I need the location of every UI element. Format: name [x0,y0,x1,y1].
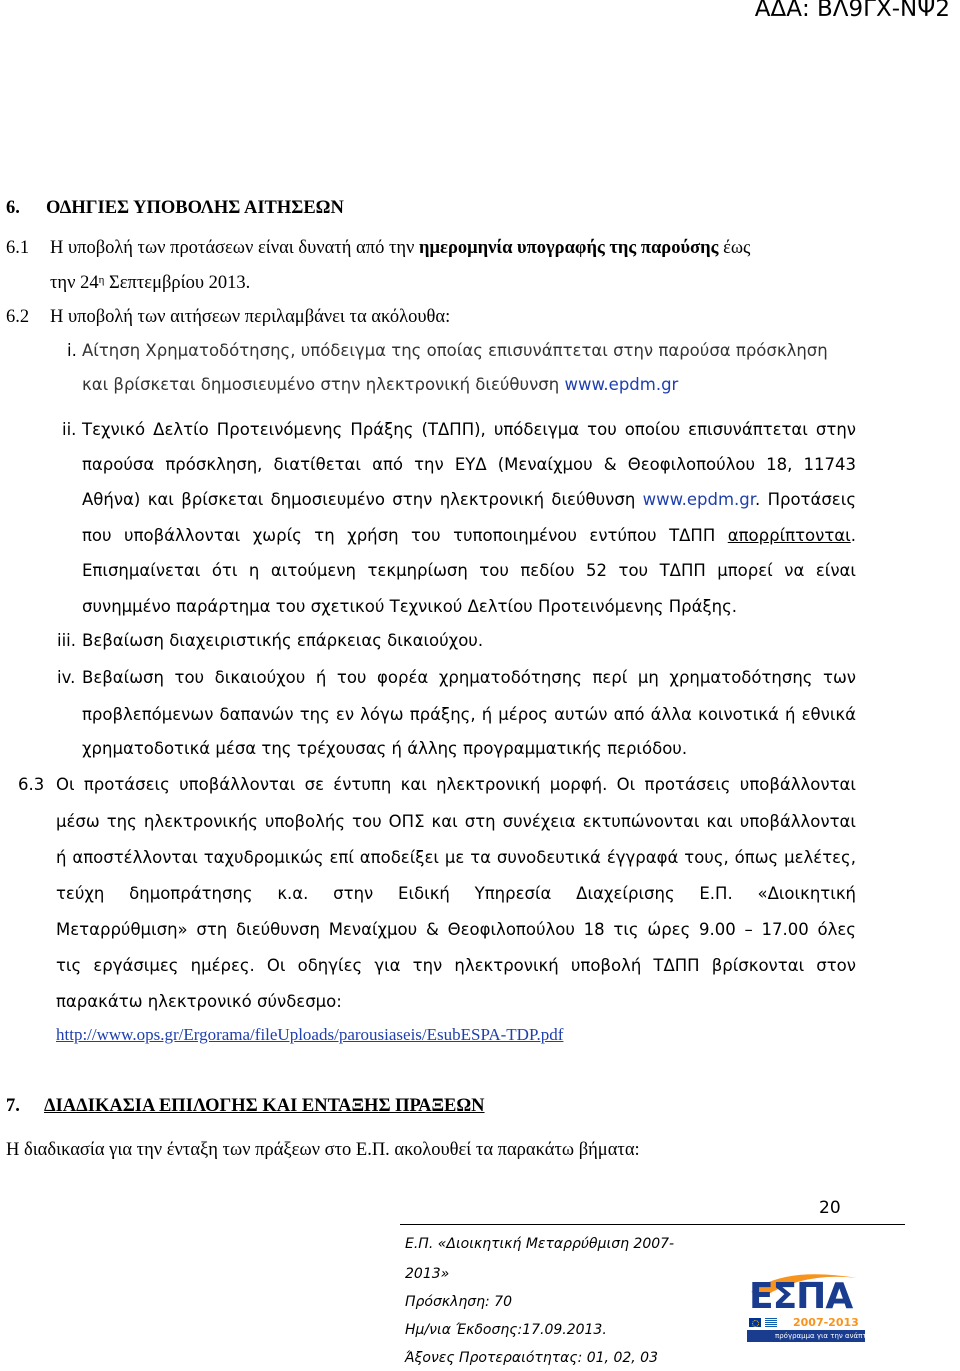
footer-rule [400,1224,905,1225]
espa-logo-text: ΕΣΠΑ [749,1276,853,1317]
ada-code: ΑΔΑ: ΒΛ9ΓΧ-ΝΨ2 [754,0,950,22]
para-6-3-line3: ή αποστέλλονται ταχυδρομικώς επί αποδείξει με τα συνοδευτικά έγγραφά τους, όπως μελέτες, [56,848,856,867]
item-iv-line3: χρηματοδοτικά μέσα της τρέχουσας ή άλλης προγραμματικής περιόδου. [82,739,688,758]
item-ii-line6: συνημμένο παράρτημα του σχετικού Τεχνικού Δελτίου Προτεινόμενης Πράξης. [82,597,738,616]
footer-programme-line1: Ε.Π. «Διοικητική Μεταρρύθμιση 2007- [405,1236,675,1252]
para-6-2-number: 6.2 [6,307,30,327]
para-6-3-line1: Οι προτάσεις υποβάλλονται σε έντυπη και ηλεκτρονική μορφή. Οι προτάσεις υποβάλλονται [56,775,856,794]
para-6-1-line2: την $24^\eta$ Σεπτεμβρίου 2013. [50,273,251,293]
item-iii-number: iii. [57,631,76,650]
para-6-3-line4: τεύχη δημοπράτησης κ.α. στην Ειδική Υπηρεσία Διαχείρισης Ε.Π. «Διοικητική [56,884,856,903]
epdm-link-1[interactable]: www.epdm.gr [564,375,679,394]
section-6-number: 6. [6,198,20,218]
item-ii-number: ii. [62,420,77,439]
item-ii-line4: που υποβάλλονται χωρίς τη χρήση του τυποποιημένου εντύπου ΤΔΠΠ απορρίπτονται. [82,526,856,545]
footer-issue-date: Ημ/νια Έκδοσης:17.09.2013. [405,1322,607,1338]
espa-logo [745,1262,879,1344]
footer-priority-axes: Άξονες Προτεραιότητας: 01, 02, 03 [405,1350,658,1366]
footer-programme-line2: 2013» [405,1266,450,1282]
item-iv-number: iv. [57,668,76,687]
section-6-title: ΟΔΗΓΙΕΣ ΥΠΟΒΟΛΗΣ ΑΙΤΗΣΕΩΝ [46,198,344,218]
epdm-link-2[interactable]: www.epdm.gr [642,490,755,509]
item-ii-line2: παρούσα πρόσκληση, διατίθεται από την ΕΥΔ (Μεναίχμου & Θεοφιλοπούλου 18, 11743 [82,455,856,474]
para-6-3-line5: Μεταρρύθμιση» στη διεύθυνση Μεναίχμου & Θεοφιλοπούλου 18 τις ώρες 9.00 – 17.00 όλες [56,920,856,939]
para-6-1-line1: Η υποβολή των προτάσεων είναι δυνατή από την ημερομηνία υπογραφής της παρούσης έως [50,238,751,258]
item-i-line2: και βρίσκεται δημοσιευμένο στην ηλεκτρονική διεύθυνση www.epdm.gr [82,375,679,394]
eu-flag-icon [749,1318,761,1327]
espa-logo-tagline: πρόγραμμα για την ανάπτυξη [775,1332,879,1340]
item-ii-line1: Τεχνικό Δελτίο Προτεινόμενης Πράξης (ΤΔΠΠ), υπόδειγμα του οποίου επισυνάπτεται στην [82,420,856,439]
section-7-number: 7. [6,1096,20,1116]
para-6-1-number: 6.1 [6,238,30,258]
item-iii-text: Βεβαίωση διαχειριστικής επάρκειας δικαιούχου. [82,631,484,650]
para-6-3-line7: παρακάτω ηλεκτρονικό σύνδεσμο: [56,992,342,1011]
espa-logo-years: 2007-2013 [793,1316,859,1329]
para-6-3-line2: μέσω της ηλεκτρονικής υποβολής του ΟΠΣ και στη συνέχεια εκτυπώνονται και υποβάλλονται [56,812,856,831]
item-i-line1: Αίτηση Χρηματοδότησης, υπόδειγμα της οποίας επισυνάπτεται στην παρούσα πρόσκληση [82,341,828,360]
item-ii-line5: Επισημαίνεται ότι η αιτούμενη τεκμηρίωση του πεδίου 52 του ΤΔΠΠ μπορεί να είναι [82,561,856,580]
ops-pdf-link[interactable]: http://www.ops.gr/Ergorama/fileUploads/parousiaseis/EsubESPA-TDP.pdf [56,1025,564,1044]
section-7-intro: Η διαδικασία για την ένταξη των πράξεων στο Ε.Π. ακολουθεί τα παρακάτω βήματα: [6,1140,640,1160]
item-ii-line3: Αθήνα) και βρίσκεται δημοσιευμένο στην ηλεκτρονική διεύθυνση www.epdm.gr. Προτάσεις [82,490,856,509]
footer-call-number: Πρόσκληση: 70 [405,1294,512,1310]
para-6-3-number: 6.3 [18,775,45,794]
rejected-text: απορρίπτονται [727,526,851,545]
item-iv-line2: προβλεπόμενων δαπανών της εν λόγω πράξης, ή μέρος αυτών από άλλα κοινοτικά ή εθνικά [82,705,856,724]
para-6-3-line6: τις εργάσιμες ημέρες. Οι οδηγίες για την ηλεκτρονική υποβολή ΤΔΠΠ βρίσκονται στον [56,956,856,975]
page-number: 20 [819,1198,841,1218]
item-iv-line1: Βεβαίωση του δικαιούχου ή του φορέα χρηματοδότησης περί μη χρηματοδότησης των [82,668,856,687]
section-7-title: ΔΙΑΔΙΚΑΣΙΑ ΕΠΙΛΟΓΗΣ ΚΑΙ ΕΝΤΑΞΗΣ ΠΡΑΞΕΩΝ [44,1096,485,1116]
greek-flag-icon [765,1318,777,1327]
item-i-number: i. [67,341,77,360]
para-6-2-text: Η υποβολή των αιτήσεων περιλαμβάνει τα ακόλουθα: [50,307,451,327]
